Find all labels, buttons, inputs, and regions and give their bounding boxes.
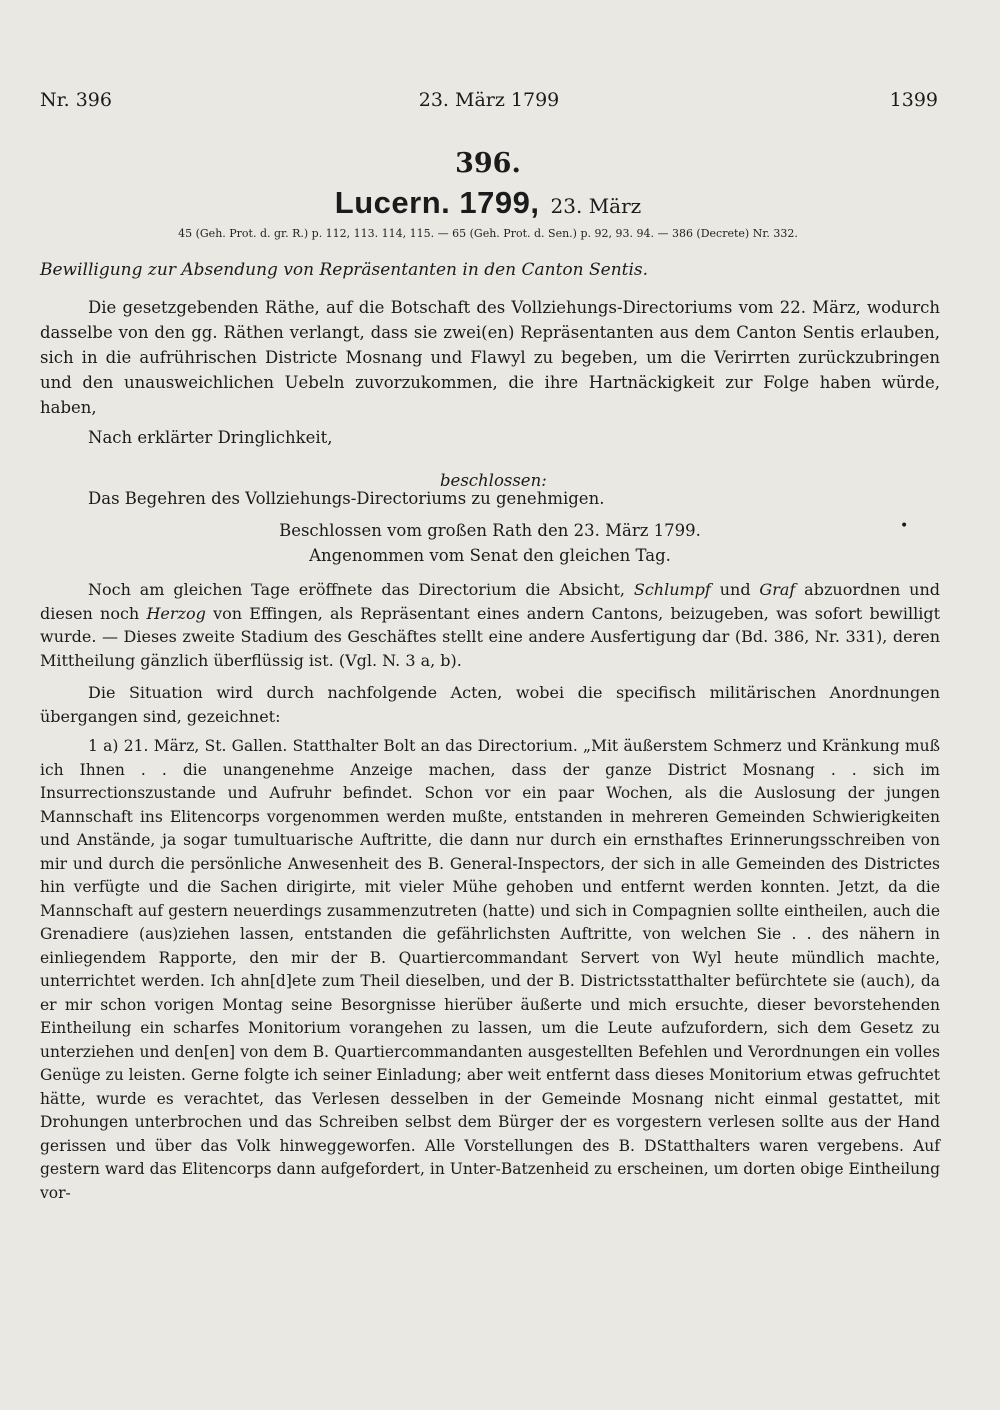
source-references: 45 (Geh. Prot. d. gr. R.) p. 112, 113. 114, 115. — 65 (Geh. Prot. d. Sen.) p. 92, 93. 94. — 386 (Decrete) Nr. 332.	[178, 227, 798, 240]
paragraph-decision: Das Begehren des Vollziehungs-Directoriums zu genehmigen.	[88, 489, 605, 508]
paragraph-urgency: Nach erklärter Dringlichkeit,	[88, 428, 333, 447]
resolution-keyword: beschlossen:	[440, 470, 547, 490]
closing-line-grand-council: Beschlossen vom großen Rath den 23. März 1799.	[279, 521, 701, 540]
name-graf: Graf	[759, 580, 796, 599]
document-date: 23. März	[550, 194, 642, 218]
document-number: 396.	[455, 148, 521, 179]
paragraph-preamble: Die gesetzgebenden Räthe, auf die Botschaft des Vollziehungs-Directoriums vom 22. März, wodurch dasselbe von den gg. Räthen verlangt, dass sie zwei(en) Repräsentanten aus dem Canton Sentis erlauben, sich in die aufrührischen Districte Mosnang und Flawyl zu begeben, um die Verirrten zurückzubringen und den unausweichlichen Uebeln zuvorzukommen, die ihre Hartnäckigkeit zur Folge haben würde, haben,	[40, 298, 940, 417]
running-head	[40, 89, 938, 115]
name-herzog: Herzog	[146, 603, 206, 623]
document-subject: Bewilligung zur Absendung von Repräsentanten in den Canton Sentis.	[40, 260, 649, 280]
document-excerpt-1a: 1 a) 21. März, St. Gallen. Statthalter Bolt an das Directorium. „Mit äußerstem Schmerz und Kränkung muß ich Ihnen . . die unangenehme Anzeige machen, dass der ganze District Mosnang . . sich im Insurrectionszustande und Aufruhr befindet. Schon vor ein paar Wochen, als die Auslosung der jungen Mannschaft ins Elitencorps vorgenommen werden mußte, entstanden in mehreren Gemeinden Schwierigkeiten und Anstände, ja sogar tumultuarische Auftritte, die dann nur durch ein ernsthaftes Erinnerungsschreiben von mir und durch die persönliche Anwesenheit des B. General-Inspectors, der sich in alle Gemeinden des Districtes hin verfügte und die Sachen dirigirte, mit vieler Mühe gehoben und entfernt werden konnten. Jetzt, da die Mannschaft auf gestern neuerdings zusammenzutreten (hatte) und sich in Compagnien sollte eintheilen, auch die Grenadiere (aus)ziehen lassen, entstanden die gefährlichsten Auftritte, von welchen Sie . . des nähern in einliegendem Rapporte, den mir der B. Quartiercommandant Servert von Wyl heute mündlich machte, unterrichtet werden. Ich ahn[d]ete zum Theil dieselben, und der B. Districtsstatthalter befürchtete sie (auch), da er mir schon vorigen Montag seine Besorgnisse hierüber äußerte und mich ersuchte, dieser bevorstehenden Eintheilung ein scharfes Monitorium vorangehen zu lassen, um die Leute aufzufordern, sich dem Gesetz zu unterziehen und den[en] von dem B. Quartiercommandanten ausgestellten Befehlen und Verordnungen ein volles Genüge zu leisten. Gerne folgte ich seiner Einladung; aber weit entfernt dass dieses Monitorium etwas gefruchtet hätte, wurde es verachtet, das Verlesen desselben in der Gemeinde Mosnang nicht einmal gestattet, mit Drohungen unterbrochen und das Schreiben selbst dem Bürger der es vorgestern verlesen sollte aus der Hand gerissen und über das Volk hinweggeworfen. Alle Vorstellungen des B. DStatthalters waren vergebens. Auf gestern ward das Elitencorps dann aufgefordert, in Unter-Batzenheid zu erscheinen, um dorten obige Eintheilung vor-	[40, 737, 940, 1202]
page-number: 1399	[889, 89, 938, 111]
margin-dot: •	[900, 518, 909, 534]
name-schlumpf: Schlumpf	[633, 580, 711, 599]
running-head-number: Nr. 396	[40, 89, 112, 111]
editorial-note-situation: Die Situation wird durch nachfolgende Acten, wobei die specifisch militärischen Anordnungen übergangen sind, gezeichnet:	[40, 683, 940, 726]
editorial-note-directorium: Noch am gleichen Tage eröffnete das Directorium die Absicht, Schlumpf und Graf abzuordnen und diesen noch Herzog von Effingen, als Repräsentant eines andern Cantons, beizugeben, was sofort bewilligt wurde. — Dieses zweite Stadium des Geschäftes stellt eine andere Ausfertigung dar (Bd. 386, Nr. 331), deren Mittheilung gänzlich überflüssig ist. (Vgl. N. 3 a, b).	[40, 580, 941, 670]
closing-line-senate: Angenommen vom Senat den gleichen Tag.	[309, 546, 671, 565]
document-heading	[0, 185, 976, 221]
place-year: Lucern. 1799,	[334, 185, 540, 220]
running-head-date: 23. März 1799	[418, 89, 560, 111]
